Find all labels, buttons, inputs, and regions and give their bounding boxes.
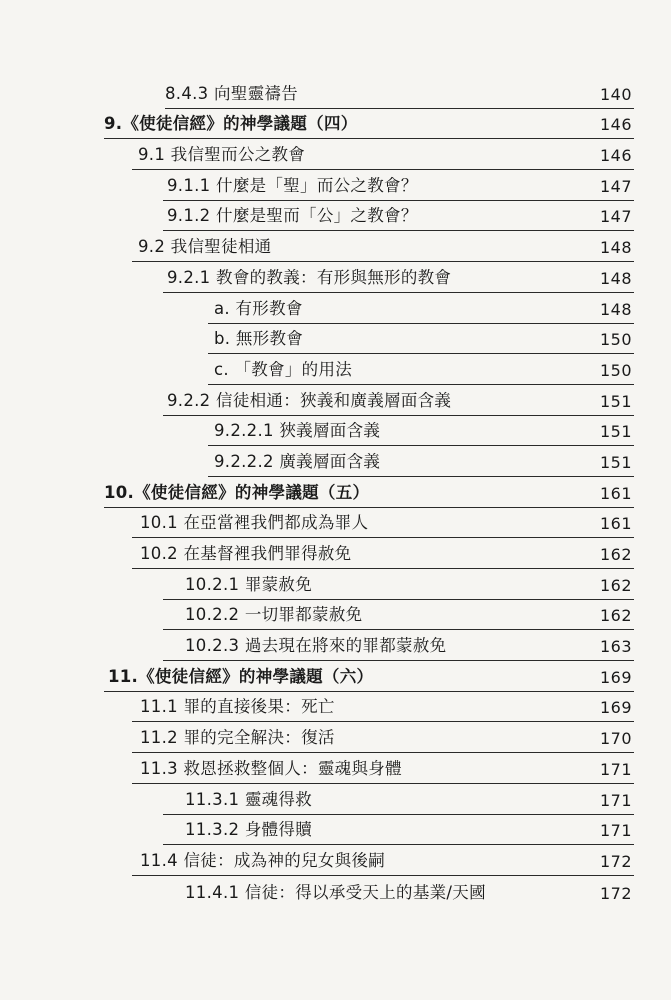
toc-entry-page: 146 [599,115,632,135]
toc-entry-title: 9.2.2.2 廣義層面含義 [214,451,381,471]
toc-entry-title: 11.4.1 信徒：得以承受天上的基業/天國 [185,882,486,902]
toc-entry [104,661,634,692]
toc-entry [104,109,634,140]
toc-entry-title: 9.2.1 教會的教義：有形與無形的教會 [167,267,452,287]
toc-entry [163,630,634,661]
toc-entry-page: 171 [599,821,632,841]
toc-entry-title: 10.2.3 過去現在將來的罪都蒙赦免 [185,636,447,656]
toc-entry [208,416,634,447]
toc-entry-title: 9.2.2 信徒相通：狹義和廣義層面含義 [167,390,452,410]
toc-entry-page: 162 [599,606,632,626]
toc-entry-title: 11.4 信徒：成為神的兒女與後嗣 [140,850,386,870]
toc-entry-page: 151 [599,452,632,472]
toc-entry-title: 9.2 我信聖徒相通 [138,237,272,257]
toc-entry [132,538,634,569]
toc-entry [165,78,634,109]
toc-entry-page: 169 [599,698,632,718]
toc-entry-title: b. 無形教會 [214,329,304,349]
toc-entry-page: 140 [599,84,632,104]
toc-entry [163,201,634,232]
toc-entry-title: c. 「教會」的用法 [214,359,353,379]
toc-entry [163,600,634,631]
toc-entry-page: 171 [599,790,632,810]
toc-entry-page: 163 [599,637,632,657]
toc-entry-page: 169 [599,667,632,687]
toc-entry [163,815,634,846]
toc-entry-page: 171 [599,759,632,779]
toc-entry-title: 9.1 我信聖而公之教會 [138,145,306,165]
toc-entry-title: 11.3 救恩拯救整個人：靈魂與身體 [140,758,402,778]
toc-entry [132,753,634,784]
toc-entry-page: 170 [599,729,632,749]
toc-entry-title: 11.3.2 身體得贖 [185,820,313,840]
toc-entry [208,446,634,477]
toc-entry [208,324,634,355]
toc-entry-page: 151 [599,391,632,411]
toc-entry [163,170,634,201]
toc-entry-title: 10.《使徒信經》的神學議題（五） [104,482,370,502]
toc-entry [132,845,634,876]
toc-entry-page: 148 [599,299,632,319]
toc-entry-page: 162 [599,575,632,595]
toc-entry-title: 10.1 在亞當裡我們都成為罪人 [140,513,369,533]
toc-entry [132,508,634,539]
toc-entry [208,293,634,324]
toc-entry [132,722,634,753]
toc-entry-page: 150 [599,330,632,350]
toc-entry-title: 10.2.2 一切罪都蒙赦免 [185,605,363,625]
toc-entry [208,354,634,385]
toc-entry [163,784,634,815]
toc-entry-title: 11.《使徒信經》的神學議題（六） [108,666,374,686]
toc-entry-page: 172 [599,851,632,871]
toc-entry-title: 11.2 罪的完全解決：復活 [140,728,335,748]
toc-entry-page: 147 [599,176,632,196]
toc-entry-page: 150 [599,360,632,380]
toc-entry [163,262,634,293]
toc-entry [163,385,634,416]
toc-entry-title: 9.1.2 什麼是聖而「公」之教會？ [167,206,418,226]
toc-entry-page: 151 [599,422,632,442]
toc-entry [132,692,634,723]
toc-entry-title: a. 有形教會 [214,298,303,318]
toc-entry-page: 161 [599,483,632,503]
toc-entry-title: 11.1 罪的直接後果：死亡 [140,697,335,717]
toc-entry-page: 162 [599,545,632,564]
toc-entry [104,477,634,508]
toc-entry-title: 8.4.3 向聖靈禱告 [165,83,299,103]
toc-entry-page: 172 [599,883,632,903]
toc-entry-page: 146 [599,146,632,166]
toc-entry-title: 10.2 在基督裡我們罪得赦免 [140,544,352,563]
toc-entry-title: 11.3.1 靈魂得救 [185,789,313,809]
toc-entry-title: 9.2.2.1 狹義層面含義 [214,421,381,441]
toc-entry [163,569,634,600]
toc-entry [163,876,634,907]
toc-entry-title: 10.2.1 罪蒙赦免 [185,574,313,594]
toc-entry-page: 148 [599,268,632,288]
toc-entry-title: 9.《使徒信經》的神學議題（四） [104,114,358,134]
toc-entry-page: 147 [599,207,632,227]
toc-entry-page: 148 [599,238,632,258]
toc-entry [132,231,634,262]
table-of-contents [0,78,671,907]
toc-entry [132,139,634,170]
toc-entry-title: 9.1.1 什麼是「聖」而公之教會？ [167,175,418,195]
toc-entry-page: 161 [599,514,632,534]
